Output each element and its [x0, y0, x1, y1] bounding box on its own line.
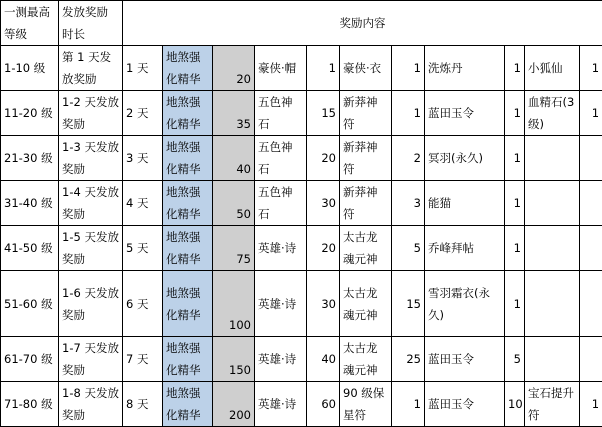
reward-qty-cell: 40 [213, 136, 255, 181]
reward-table-body [1, 1, 602, 427]
day-cell: 5 天 [123, 226, 163, 271]
reward-qty-cell: 35 [213, 91, 255, 136]
day-cell: 4 天 [123, 181, 163, 226]
reward-qty-cell: 5 [392, 226, 425, 271]
reward-item-cell: 雪羽霜衣(永久) [425, 271, 505, 337]
reward-item-cell: 地煞强化精华 [163, 226, 213, 271]
reward-item-cell: 宝石提升符 [525, 382, 580, 427]
table-row [1, 136, 602, 181]
reward-qty-cell: 1 [505, 136, 525, 181]
reward-qty-cell: 1 [580, 91, 602, 136]
day-cell: 1 天 [123, 46, 163, 91]
reward-item-cell: 冥羽(永久) [425, 136, 505, 181]
reward-qty-cell: 1 [505, 46, 525, 91]
day-cell: 8 天 [123, 382, 163, 427]
header-max-level: 一测最高等级 [1, 1, 59, 46]
reward-item-cell: 洗炼丹 [425, 46, 505, 91]
reward-item-cell: 小狐仙 [525, 46, 580, 91]
reward-item-cell: 五色神石 [255, 91, 307, 136]
reward-item-cell: 地煞强化精华 [163, 271, 213, 337]
level-cell: 71-80 级 [1, 382, 59, 427]
reward-qty-cell [580, 337, 602, 382]
reward-qty-cell: 1 [392, 46, 425, 91]
day-cell: 3 天 [123, 136, 163, 181]
level-cell: 1-10 级 [1, 46, 59, 91]
table-row [1, 91, 602, 136]
reward-item-cell: 地煞强化精华 [163, 136, 213, 181]
reward-qty-cell: 15 [392, 271, 425, 337]
reward-item-cell: 地煞强化精华 [163, 382, 213, 427]
reward-item-cell: 太古龙魂元神 [340, 337, 392, 382]
header-reward-content: 奖励内容 [123, 1, 602, 46]
reward-qty-cell: 2 [392, 136, 425, 181]
reward-item-cell: 太古龙魂元神 [340, 226, 392, 271]
duration-cell: 第 1 天发放奖励 [59, 46, 123, 91]
reward-item-cell: 地煞强化精华 [163, 91, 213, 136]
reward-qty-cell [580, 271, 602, 337]
reward-item-cell: 英雄·诗 [255, 337, 307, 382]
reward-qty-cell: 60 [307, 382, 340, 427]
reward-item-cell: 英雄·诗 [255, 271, 307, 337]
day-cell: 2 天 [123, 91, 163, 136]
reward-item-cell: 新莽神符 [340, 181, 392, 226]
table-row [1, 271, 602, 337]
level-cell: 21-30 级 [1, 136, 59, 181]
reward-qty-cell: 150 [213, 337, 255, 382]
reward-qty-cell: 1 [392, 382, 425, 427]
table-row [1, 226, 602, 271]
reward-qty-cell: 1 [505, 91, 525, 136]
duration-cell: 1-6 天发放奖励 [59, 271, 123, 337]
reward-item-cell [525, 337, 580, 382]
reward-item-cell: 太古龙魂元神 [340, 271, 392, 337]
reward-item-cell: 五色神石 [255, 136, 307, 181]
reward-qty-cell: 20 [213, 46, 255, 91]
reward-qty-cell [580, 226, 602, 271]
reward-qty-cell: 20 [307, 226, 340, 271]
table-row [1, 46, 602, 91]
reward-qty-cell: 3 [392, 181, 425, 226]
reward-item-cell [525, 226, 580, 271]
reward-qty-cell [580, 181, 602, 226]
reward-qty-cell: 1 [580, 382, 602, 427]
reward-qty-cell: 1 [392, 91, 425, 136]
duration-cell: 1-8 天发放奖励 [59, 382, 123, 427]
reward-item-cell: 蓝田玉令 [425, 382, 505, 427]
reward-qty-cell: 10 [505, 382, 525, 427]
reward-qty-cell [580, 136, 602, 181]
duration-cell: 1-4 天发放奖励 [59, 181, 123, 226]
level-cell: 41-50 级 [1, 226, 59, 271]
reward-qty-cell: 75 [213, 226, 255, 271]
reward-qty-cell: 40 [307, 337, 340, 382]
duration-cell: 1-7 天发放奖励 [59, 337, 123, 382]
reward-item-cell: 地煞强化精华 [163, 46, 213, 91]
day-cell: 6 天 [123, 271, 163, 337]
reward-qty-cell: 15 [307, 91, 340, 136]
reward-item-cell: 90 级保星符 [340, 382, 392, 427]
level-cell: 11-20 级 [1, 91, 59, 136]
header-duration: 发放奖励时长 [59, 1, 123, 46]
reward-item-cell: 新莽神符 [340, 91, 392, 136]
duration-cell: 1-3 天发放奖励 [59, 136, 123, 181]
reward-item-cell: 蓝田玉令 [425, 337, 505, 382]
level-cell: 31-40 级 [1, 181, 59, 226]
reward-qty-cell: 1 [580, 46, 602, 91]
reward-item-cell: 乔峰拜帖 [425, 226, 505, 271]
reward-item-cell: 地煞强化精华 [163, 181, 213, 226]
reward-item-cell: 五色神石 [255, 181, 307, 226]
reward-item-cell [525, 271, 580, 337]
reward-item-cell [525, 136, 580, 181]
reward-item-cell: 血精石(3 级) [525, 91, 580, 136]
duration-cell: 1-5 天发放奖励 [59, 226, 123, 271]
reward-item-cell: 豪侠·帽 [255, 46, 307, 91]
reward-qty-cell: 1 [307, 46, 340, 91]
reward-item-cell: 新莽神符 [340, 136, 392, 181]
reward-qty-cell: 100 [213, 271, 255, 337]
reward-item-cell: 地煞强化精华 [163, 337, 213, 382]
reward-qty-cell: 1 [505, 271, 525, 337]
reward-item-cell: 蓝田玉令 [425, 91, 505, 136]
reward-qty-cell: 5 [505, 337, 525, 382]
level-cell: 51-60 级 [1, 271, 59, 337]
reward-item-cell: 英雄·诗 [255, 382, 307, 427]
reward-qty-cell: 1 [505, 226, 525, 271]
reward-qty-cell: 30 [307, 271, 340, 337]
reward-qty-cell: 200 [213, 382, 255, 427]
table-row [1, 382, 602, 427]
reward-qty-cell: 50 [213, 181, 255, 226]
reward-item-cell: 能猫 [425, 181, 505, 226]
reward-qty-cell: 25 [392, 337, 425, 382]
header-row [1, 1, 602, 46]
reward-qty-cell: 20 [307, 136, 340, 181]
day-cell: 7 天 [123, 337, 163, 382]
duration-cell: 1-2 天发放奖励 [59, 91, 123, 136]
reward-qty-cell: 1 [505, 181, 525, 226]
table-row [1, 337, 602, 382]
reward-qty-cell: 30 [307, 181, 340, 226]
reward-item-cell: 豪侠·衣 [340, 46, 392, 91]
table-row [1, 181, 602, 226]
reward-item-cell [525, 181, 580, 226]
level-cell: 61-70 级 [1, 337, 59, 382]
reward-item-cell: 英雄·诗 [255, 226, 307, 271]
